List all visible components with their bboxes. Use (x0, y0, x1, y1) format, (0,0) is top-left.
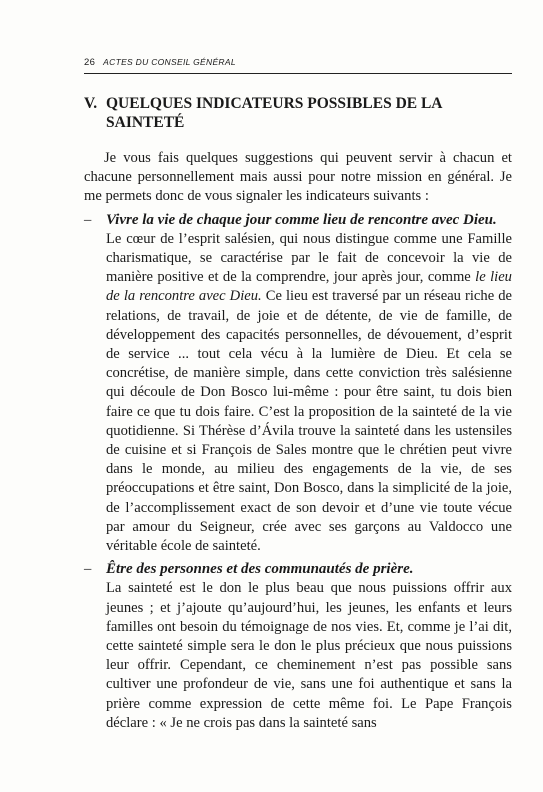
running-title: ACTES DU CONSEIL GÉNÉRAL (103, 57, 236, 67)
item-title: Être des personnes et des communautés de prière. (106, 561, 414, 578)
item-body (106, 230, 512, 556)
item-dash: – (84, 561, 92, 578)
running-header (84, 57, 510, 68)
item-body-text: Ce lieu est traversé par un réseau riche de relations, de travail, de joie et de détente, de vie de famille, de développement des capacités personnelles, de dévouement, d’esprit de service ... tout cela vécu à la lumière de Dieu. Et cela se concrétise, de manière simple, dans cette conviction très salésienne qui découle de Don Bosco lui-même : pour être saint, tu dois bien faire ce que tu dois faire. C’est la proposition de la sainteté de la vie quotidienne. Si Thérèse d’Ávila trouve la sainteté dans les ustensiles de cuisine et si François de Sales montre que le chrétien peut vivre dans le monde, au milieu des engagements de la vie, de ses préoccupations et être saint, Don Bosco, dans la simplicité de la joie, de l’accomplissement exact de son devoir et d’une vie toute vécue par amour du Seigneur, crée avec ses garçons au Valdocco une véritable école de sainteté. (106, 288, 513, 555)
section-number: V. (84, 95, 98, 112)
section-heading (84, 94, 512, 132)
item-title: Vivre la vie de chaque jour comme lieu de rencontre avec Dieu. (106, 211, 497, 228)
item-body-text: Le cœur de l’esprit salésien, qui nous distingue comme une Famille charismatique, se caractérise par le fait de concevoir la vie de manière positive et de la comprendre, jour après jour, comme (106, 230, 512, 286)
intro-paragraph: Je vous fais quelques suggestions qui peuvent servir à chacun et chacune personnellement mais aussi pour notre mission en général. Je me permets donc de vous signaler les indicateurs suivants : (84, 150, 512, 205)
item-body-emphasis: le lieu de la rencontre avec Dieu. (106, 269, 512, 305)
section-title: QUELQUES INDICATEURS POSSIBLES DE LA SAINTETÉ (106, 95, 442, 131)
item-body: La sainteté est le don le plus beau que nous puissions offrir aux jeunes ; et j’ajoute qu’aujourd’hui, les jeunes, les enfants et leurs familles ont besoin du témoignage de nos vies. Et, comme je l’ai dit, cette sainteté simple sera le don le plus précieux que nous puissions leur offrir. Cependant, ce cheminement n’est pas possible sans cultiver une profondeur de vie, sans une foi authentique et sans la prière comme expression de cette même foi. Le Pape François déclare : « Je ne crois pas dans la sainteté sans (106, 580, 512, 731)
list-item (84, 560, 512, 733)
body-text (84, 149, 512, 733)
item-content (106, 560, 512, 733)
item-content (106, 211, 512, 557)
page-number: 26 (84, 57, 96, 68)
item-dash: – (84, 211, 92, 228)
header-rule (84, 73, 512, 74)
list-item (84, 211, 512, 557)
